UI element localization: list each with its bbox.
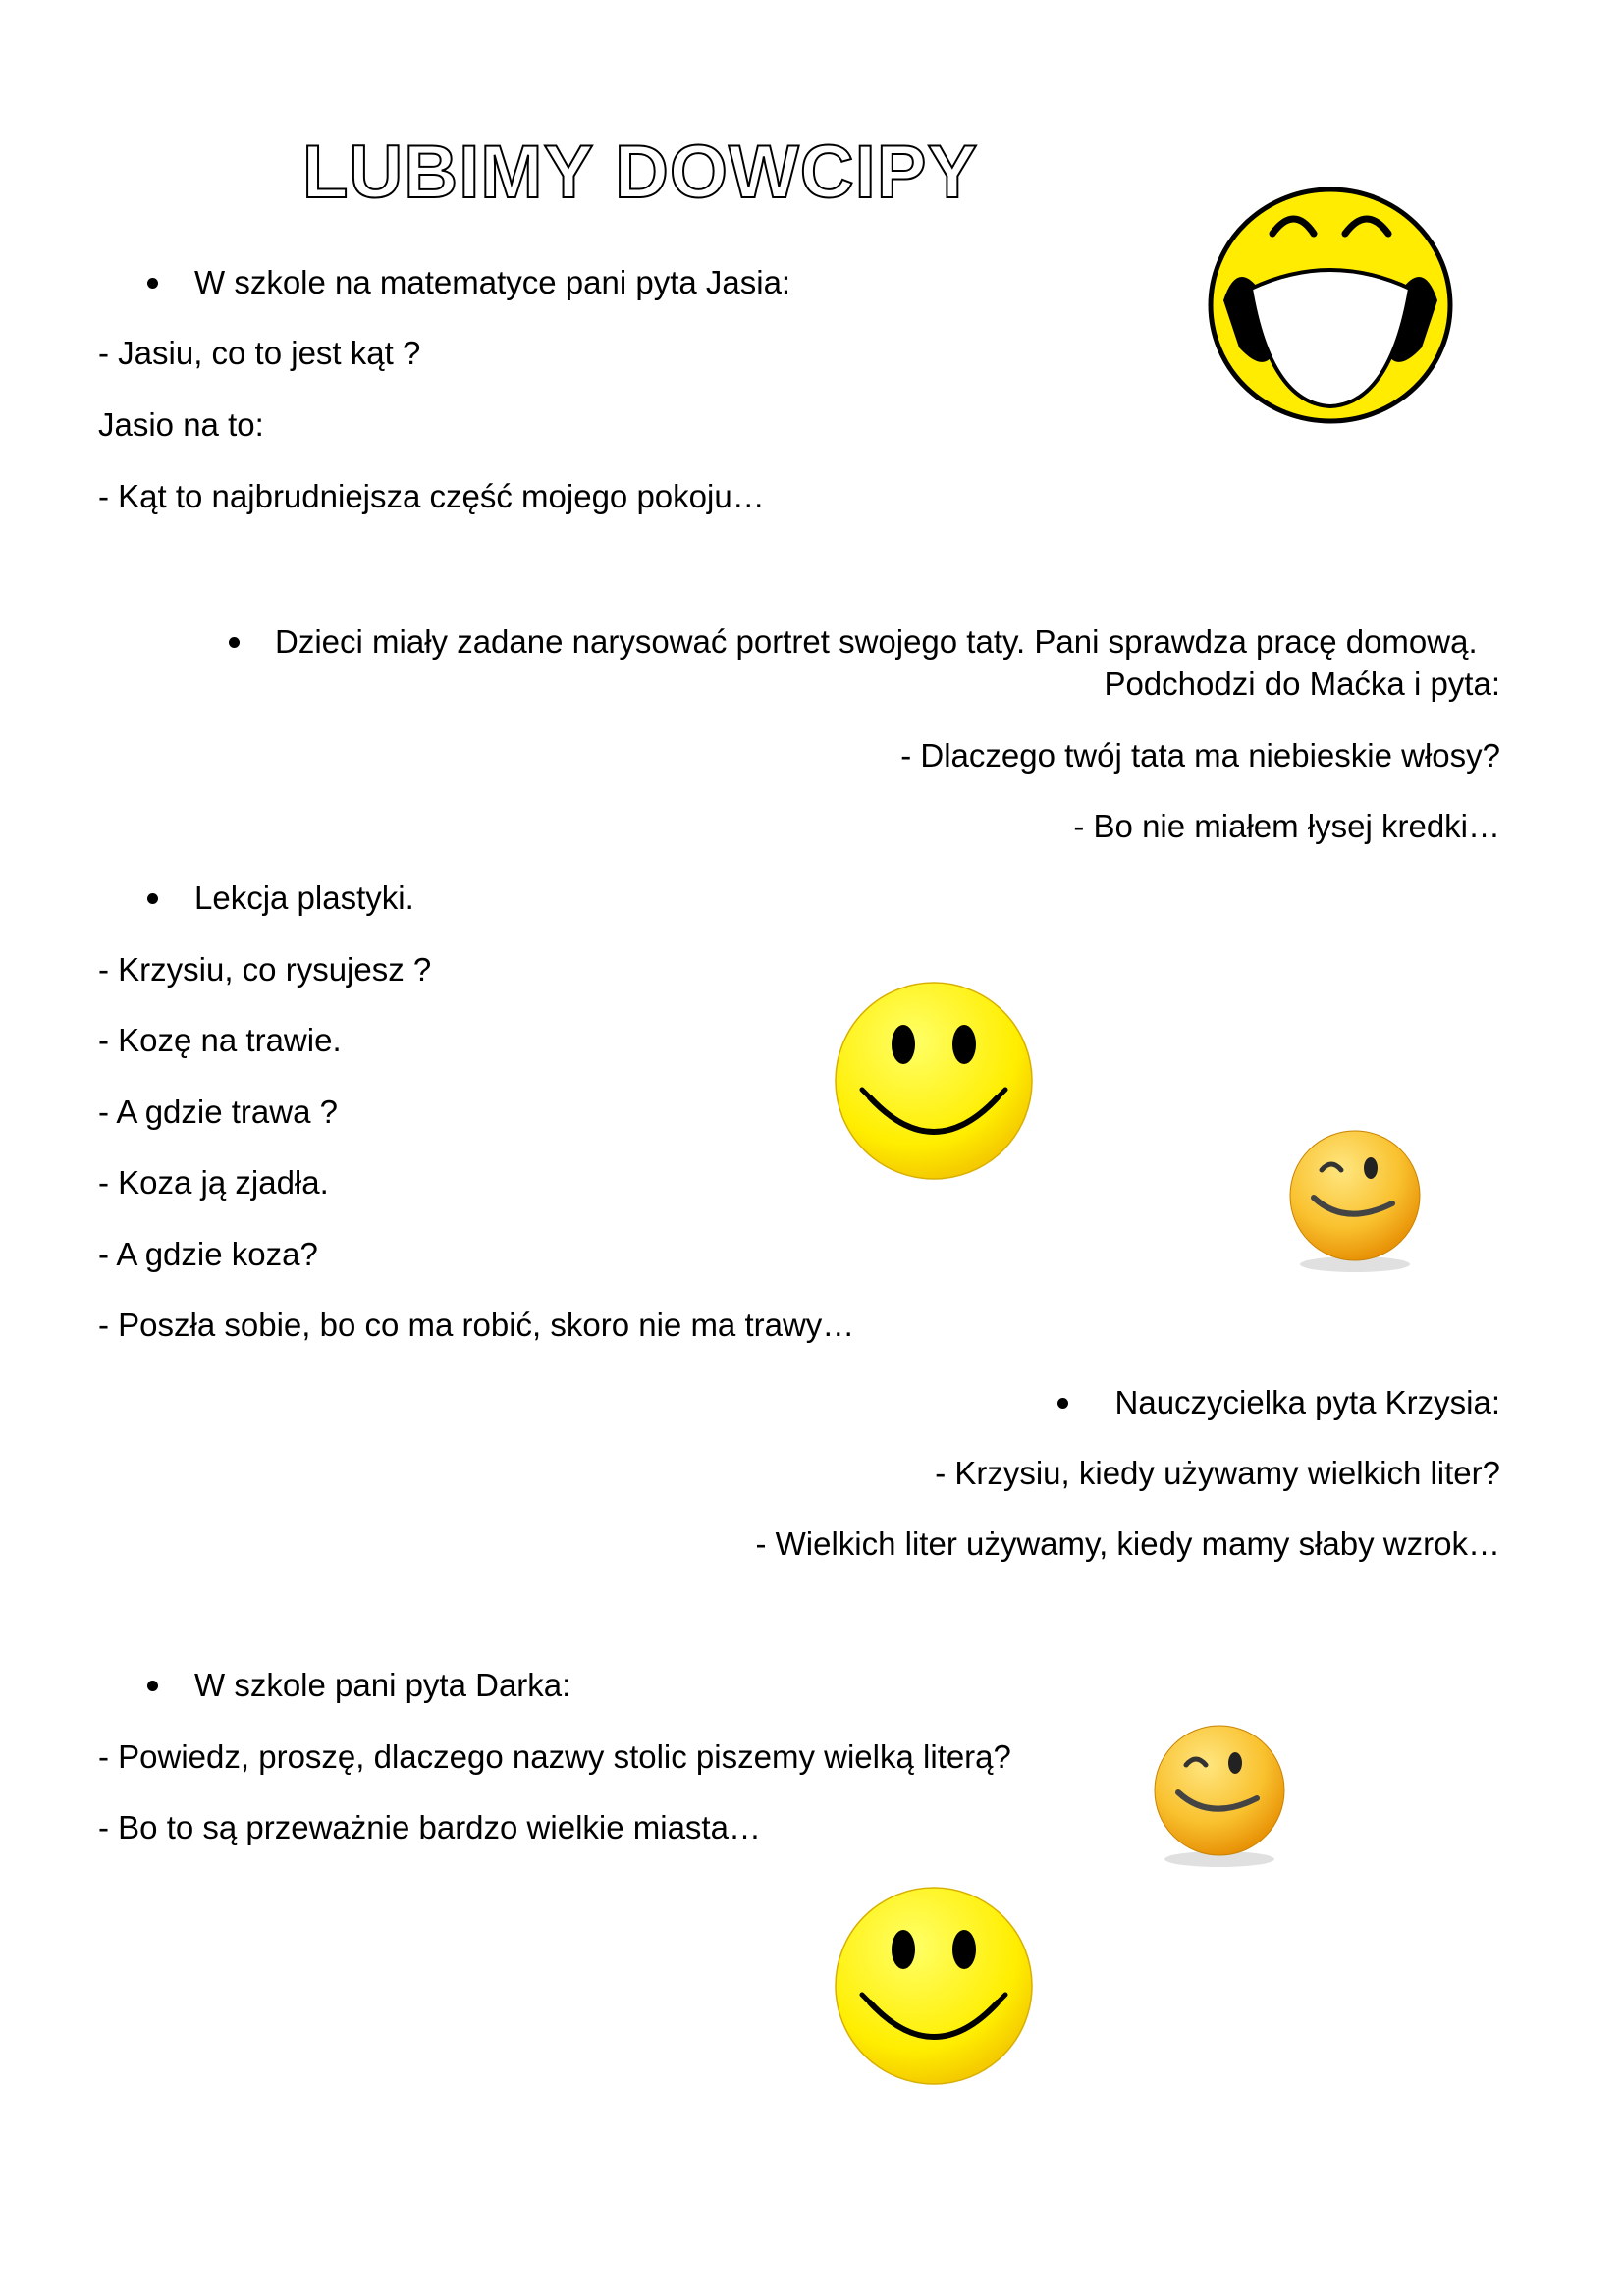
joke-intro: W szkole pani pyta Darka: <box>194 1667 571 1703</box>
bullet <box>147 278 158 289</box>
winking-face-icon <box>1286 1129 1424 1274</box>
joke-line: - Jasiu, co to jest kąt ? <box>98 335 421 371</box>
joke-line: - Krzysiu, co rysujesz ? <box>98 951 432 988</box>
joke-line: - Dlaczego twój tata ma niebieskie włosy? <box>900 737 1500 774</box>
page-title: LUBIMY DOWCIPY <box>302 131 979 214</box>
bullet <box>229 637 240 648</box>
joke-line: - A gdzie koza? <box>98 1236 318 1272</box>
joke-line: Jasio na to: <box>98 406 264 443</box>
joke-intro: Dzieci miały zadane narysować portret swojego taty. Pani sprawdza pracę domową. <box>275 623 1478 660</box>
smiley-face-icon <box>833 980 1035 1182</box>
joke-line: - Bo to są przeważnie bardzo wielkie miasta… <box>98 1809 761 1845</box>
joke-intro: Podchodzi do Maćka i pyta: <box>1104 666 1500 702</box>
bullet <box>147 893 158 904</box>
laughing-face-icon <box>1204 183 1457 428</box>
joke-line: - Wielkich liter używamy, kiedy mamy słaby wzrok… <box>755 1525 1500 1562</box>
joke-intro: W szkole na matematyce pani pyta Jasia: <box>194 264 791 300</box>
winking-face-icon <box>1151 1724 1288 1869</box>
joke-intro: Nauczycielka pyta Krzysia: <box>1114 1384 1500 1420</box>
joke-line: - Poszła sobie, bo co ma robić, skoro nie ma trawy… <box>98 1307 855 1343</box>
smiley-face-icon <box>833 1885 1035 2087</box>
bullet <box>147 1681 158 1691</box>
joke-line: - A gdzie trawa ? <box>98 1094 338 1130</box>
joke-line: - Bo nie miałem łysej kredki… <box>1073 808 1500 844</box>
joke-line: - Kozę na trawie. <box>98 1022 342 1058</box>
joke-line: - Koza ją zjadła. <box>98 1164 329 1201</box>
joke-line: - Krzysiu, kiedy używamy wielkich liter? <box>935 1455 1500 1491</box>
joke-intro: Lekcja plastyki. <box>194 880 414 916</box>
joke-line: - Powiedz, proszę, dlaczego nazwy stolic piszemy wielką literą? <box>98 1738 1011 1775</box>
bullet <box>1057 1398 1068 1409</box>
joke-line: - Kąt to najbrudniejsza część mojego pokoju… <box>98 478 765 514</box>
